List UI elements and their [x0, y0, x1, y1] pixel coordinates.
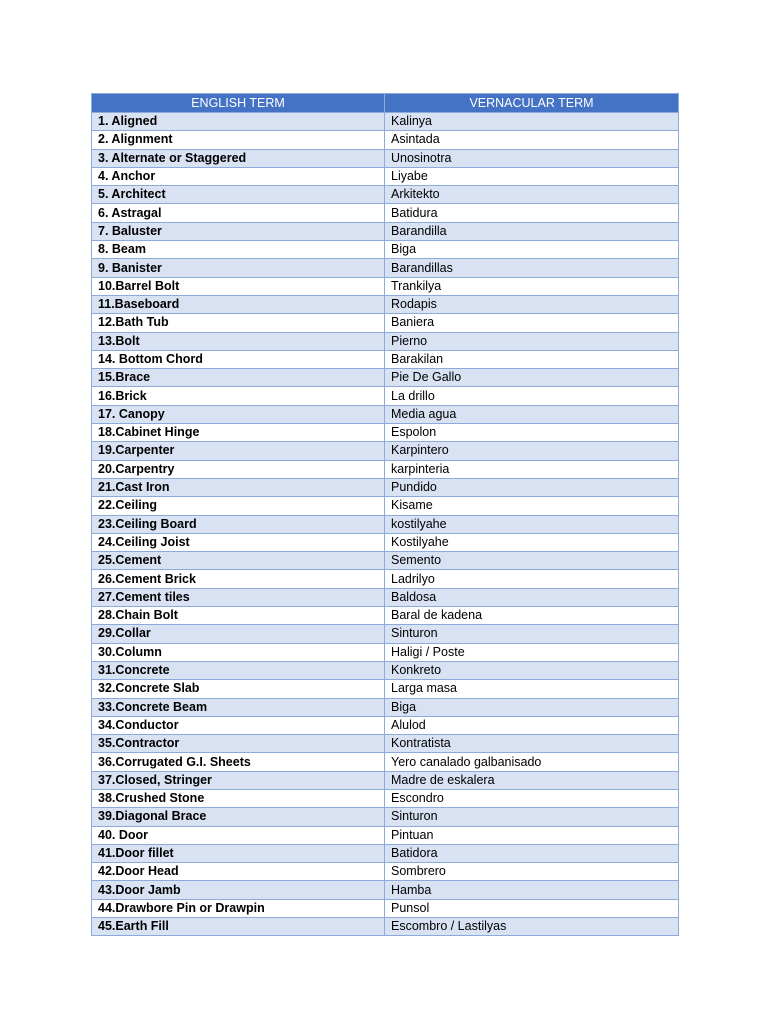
english-term-cell: 27.Cement tiles: [92, 588, 385, 606]
table-row: [92, 369, 679, 387]
vernacular-term-cell: Baldosa: [385, 588, 679, 606]
vernacular-term-cell: Kalinya: [385, 113, 679, 131]
vernacular-term-cell: Hamba: [385, 881, 679, 899]
table-row: [92, 808, 679, 826]
vernacular-term-cell: Escondro: [385, 789, 679, 807]
english-term-cell: 41.Door fillet: [92, 844, 385, 862]
english-term-cell: 3. Alternate or Staggered: [92, 149, 385, 167]
vernacular-term-cell: Rodapis: [385, 295, 679, 313]
english-term-cell: 26.Cement Brick: [92, 570, 385, 588]
table-row: [92, 167, 679, 185]
vernacular-term-cell: Trankilya: [385, 277, 679, 295]
english-term-cell: 20.Carpentry: [92, 460, 385, 478]
table-row: [92, 131, 679, 149]
table-row: [92, 113, 679, 131]
english-term-cell: 10.Barrel Bolt: [92, 277, 385, 295]
english-term-cell: 12.Bath Tub: [92, 314, 385, 332]
terms-table: [91, 93, 679, 936]
vernacular-term-cell: Biga: [385, 241, 679, 259]
vernacular-term-cell: Sinturon: [385, 808, 679, 826]
vernacular-term-cell: Kostilyahe: [385, 533, 679, 551]
table-row: [92, 186, 679, 204]
english-term-cell: 42.Door Head: [92, 863, 385, 881]
table-row: [92, 295, 679, 313]
table-row: [92, 204, 679, 222]
english-term-cell: 38.Crushed Stone: [92, 789, 385, 807]
header-vernacular-term: VERNACULAR TERM: [385, 94, 679, 113]
vernacular-term-cell: Pintuan: [385, 826, 679, 844]
vernacular-term-cell: La drillo: [385, 387, 679, 405]
header-english-term: ENGLISH TERM: [92, 94, 385, 113]
table-row: [92, 259, 679, 277]
table-row: [92, 533, 679, 551]
english-term-cell: 45.Earth Fill: [92, 918, 385, 936]
english-term-cell: 29.Collar: [92, 625, 385, 643]
english-term-cell: 14. Bottom Chord: [92, 350, 385, 368]
english-term-cell: 34.Conductor: [92, 716, 385, 734]
vernacular-term-cell: Pie De Gallo: [385, 369, 679, 387]
header-row: [92, 94, 679, 113]
vernacular-term-cell: Yero canalado galbanisado: [385, 753, 679, 771]
vernacular-term-cell: Barandillas: [385, 259, 679, 277]
vernacular-term-cell: Escombro / Lastilyas: [385, 918, 679, 936]
english-term-cell: 33.Concrete Beam: [92, 698, 385, 716]
english-term-cell: 5. Architect: [92, 186, 385, 204]
table-row: [92, 881, 679, 899]
english-term-cell: 19.Carpenter: [92, 442, 385, 460]
vernacular-term-cell: karpinteria: [385, 460, 679, 478]
english-term-cell: 2. Alignment: [92, 131, 385, 149]
english-term-cell: 11.Baseboard: [92, 295, 385, 313]
table-row: [92, 844, 679, 862]
english-term-cell: 6. Astragal: [92, 204, 385, 222]
vernacular-term-cell: Larga masa: [385, 680, 679, 698]
table-row: [92, 918, 679, 936]
vernacular-term-cell: Haligi / Poste: [385, 643, 679, 661]
english-term-cell: 21.Cast Iron: [92, 478, 385, 496]
english-term-cell: 44.Drawbore Pin or Drawpin: [92, 899, 385, 917]
table-row: [92, 497, 679, 515]
table-row: [92, 607, 679, 625]
vernacular-term-cell: Arkitekto: [385, 186, 679, 204]
english-term-cell: 23.Ceiling Board: [92, 515, 385, 533]
english-term-cell: 18.Cabinet Hinge: [92, 424, 385, 442]
english-term-cell: 13.Bolt: [92, 332, 385, 350]
table-row: [92, 515, 679, 533]
table-row: [92, 771, 679, 789]
english-term-cell: 28.Chain Bolt: [92, 607, 385, 625]
vernacular-term-cell: kostilyahe: [385, 515, 679, 533]
english-term-cell: 36.Corrugated G.I. Sheets: [92, 753, 385, 771]
english-term-cell: 40. Door: [92, 826, 385, 844]
english-term-cell: 17. Canopy: [92, 405, 385, 423]
vernacular-term-cell: Baral de kadena: [385, 607, 679, 625]
english-term-cell: 39.Diagonal Brace: [92, 808, 385, 826]
vernacular-term-cell: Media agua: [385, 405, 679, 423]
english-term-cell: 8. Beam: [92, 241, 385, 259]
vernacular-term-cell: Konkreto: [385, 661, 679, 679]
table-row: [92, 863, 679, 881]
vernacular-term-cell: Batidora: [385, 844, 679, 862]
table-row: [92, 460, 679, 478]
vernacular-term-cell: Sinturon: [385, 625, 679, 643]
vernacular-term-cell: Kontratista: [385, 735, 679, 753]
terms-table-body: [92, 113, 679, 936]
table-row: [92, 716, 679, 734]
table-row: [92, 789, 679, 807]
table-row: [92, 588, 679, 606]
table-row: [92, 222, 679, 240]
table-row: [92, 826, 679, 844]
table-row: [92, 478, 679, 496]
vernacular-term-cell: Madre de eskalera: [385, 771, 679, 789]
table-row: [92, 442, 679, 460]
table-row: [92, 899, 679, 917]
table-row: [92, 661, 679, 679]
english-term-cell: 9. Banister: [92, 259, 385, 277]
table-row: [92, 424, 679, 442]
vernacular-term-cell: Barakilan: [385, 350, 679, 368]
vernacular-term-cell: Punsol: [385, 899, 679, 917]
english-term-cell: 25.Cement: [92, 552, 385, 570]
table-row: [92, 149, 679, 167]
english-term-cell: 16.Brick: [92, 387, 385, 405]
english-term-cell: 31.Concrete: [92, 661, 385, 679]
english-term-cell: 4. Anchor: [92, 167, 385, 185]
table-row: [92, 277, 679, 295]
english-term-cell: 30.Column: [92, 643, 385, 661]
english-term-cell: 1. Aligned: [92, 113, 385, 131]
vernacular-term-cell: Baniera: [385, 314, 679, 332]
english-term-cell: 35.Contractor: [92, 735, 385, 753]
table-row: [92, 552, 679, 570]
table-row: [92, 570, 679, 588]
table-row: [92, 643, 679, 661]
vernacular-term-cell: Pierno: [385, 332, 679, 350]
table-row: [92, 387, 679, 405]
english-term-cell: 32.Concrete Slab: [92, 680, 385, 698]
table-row: [92, 735, 679, 753]
vernacular-term-cell: Liyabe: [385, 167, 679, 185]
english-term-cell: 22.Ceiling: [92, 497, 385, 515]
table-row: [92, 625, 679, 643]
vernacular-term-cell: Kisame: [385, 497, 679, 515]
vernacular-term-cell: Karpintero: [385, 442, 679, 460]
vernacular-term-cell: Biga: [385, 698, 679, 716]
english-term-cell: 37.Closed, Stringer: [92, 771, 385, 789]
english-term-cell: 24.Ceiling Joist: [92, 533, 385, 551]
vernacular-term-cell: Ladrilyo: [385, 570, 679, 588]
vernacular-term-cell: Semento: [385, 552, 679, 570]
table-row: [92, 241, 679, 259]
english-term-cell: 15.Brace: [92, 369, 385, 387]
vernacular-term-cell: Espolon: [385, 424, 679, 442]
vernacular-term-cell: Pundido: [385, 478, 679, 496]
vernacular-term-cell: Asintada: [385, 131, 679, 149]
vernacular-term-cell: Batidura: [385, 204, 679, 222]
vernacular-term-cell: Barandilla: [385, 222, 679, 240]
table-row: [92, 332, 679, 350]
terms-table-header: [92, 94, 679, 113]
english-term-cell: 43.Door Jamb: [92, 881, 385, 899]
vernacular-term-cell: Sombrero: [385, 863, 679, 881]
table-row: [92, 753, 679, 771]
table-row: [92, 405, 679, 423]
english-term-cell: 7. Baluster: [92, 222, 385, 240]
vernacular-term-cell: Unosinotra: [385, 149, 679, 167]
table-row: [92, 680, 679, 698]
vernacular-term-cell: Alulod: [385, 716, 679, 734]
table-row: [92, 698, 679, 716]
table-row: [92, 350, 679, 368]
table-row: [92, 314, 679, 332]
